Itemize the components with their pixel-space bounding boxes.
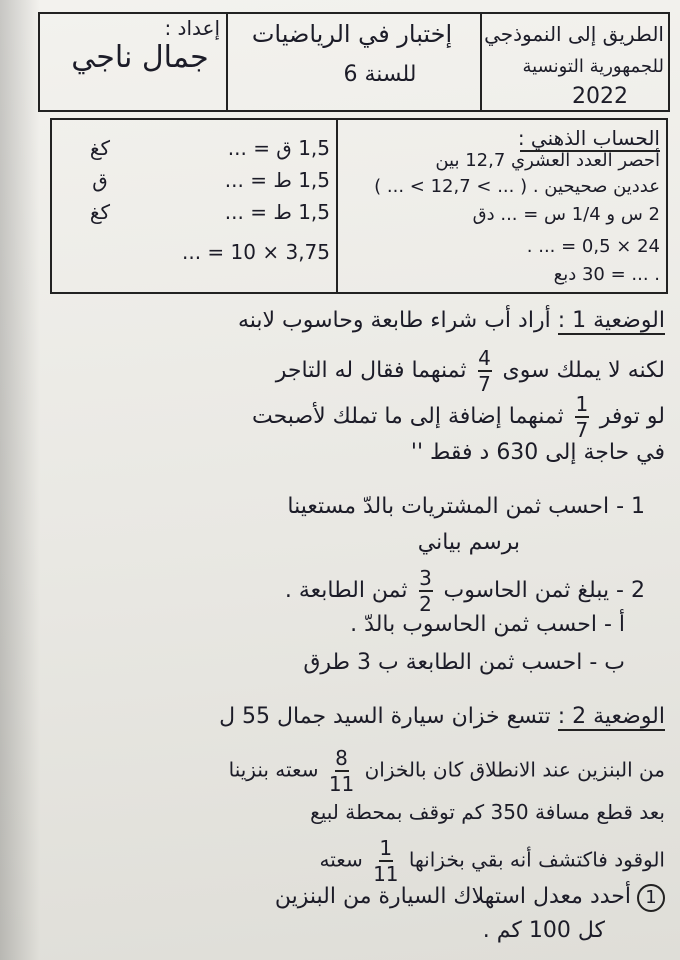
situation2-line-1: الوضعية 2 : تتسع خزان سيارة السيد جمال 55 ل [219,704,665,729]
fraction-3-2: $\frac{3}{2}$ [419,566,432,616]
conversion-unit-3: كغ [89,200,111,224]
question-2: 2 - يبلغ ثمن الحاسوب $\frac{3}{2}$ ثمن الطابعة . [284,566,645,616]
author-name: جمال ناجي [71,40,209,75]
conversion-unit-1: كغ [89,136,111,160]
conversion-1: 1,5 ق = ... [227,136,330,160]
series-subtitle: للجمهورية التونسية [522,56,664,77]
mental-line-1: أحصر العدد العشري 12,7 بين [435,150,660,171]
question-1-cont: برسم بياني [417,530,520,555]
situation1-line-1: الوضعية 1 : أراد أب شراء طابعة وحاسوب لابنه [237,308,665,333]
situation1-label: الوضعية 1 : [557,308,665,333]
situation1-line-4: في حاجة إلى 630 د فقط '' [410,440,665,465]
grade-label: للسنة 6 [343,62,417,87]
question-2b: ب - احسب ثمن الطابعة ب 3 طرق [303,650,625,675]
conversion-3: 1,5 ط = ... [224,200,330,224]
question-2a: أ - احسب ثمن الحاسوب بالدّ . [350,612,625,637]
fraction-1-7: $\frac{1}{7}$ [575,392,589,442]
situation2-line-4: الوقود فاكتشف أنه بقي بخزانها $\frac{1}{11}$ سعته [319,836,665,886]
fraction-1-11: $\frac{1}{11}$ [373,836,399,886]
question-1: 1 - احسب ثمن المشتريات بالدّ مستعينا [287,494,645,519]
situation2-line-2: من البنزين عند الانطلاق كان بالخزان $\frac{8}{11}$ سعته بنزينا [228,746,665,796]
exam-title: إختبار في الرياضيات [251,20,453,48]
mental-line-2: عددين صحيحين . ( ... > 12,7 > ... ) [374,176,660,197]
situation2-line-3: بعد قطع مسافة 350 كم توقف بمحطة لبيع [310,800,665,824]
year: 2022 [572,84,628,109]
mental-line-3: 2 س و 1/4 س = ... دق [472,204,660,225]
question-number-circle: 1 [637,884,665,912]
mental-line-4: . ... = 0,5 × 24 [526,236,660,257]
situation1-line-2: لكنه لا يملك سوى $\frac{4}{7}$ ثمنهما فقال له التاجر [275,346,665,396]
fraction-4-7: $\frac{4}{7}$ [478,346,491,396]
fraction-8-11: $\frac{8}{11}$ [328,746,355,796]
situation2-question-1-cont: كل 100 كم . [482,918,605,943]
conversion-unit-2: ق [92,168,108,192]
conversion-4: ... = 10 × 3,75 [182,240,330,264]
situation2-question-1: 1أحدد معدل استهلاك السيارة من البنزين [20,884,665,912]
situation2-label: الوضعية 2 : [557,704,665,729]
author-label: إعداد : [164,16,220,40]
conversion-2: 1,5 ط = ... [224,168,330,192]
series-title: الطريق إلى النموذجي [484,22,664,46]
situation1-line-3: لو توفر $\frac{1}{7}$ ثمنهما إضافة إلى ما تملك لأصبحت [252,392,665,442]
mental-math-title: الحساب الذهني : [517,126,660,150]
mental-line-5: . ... = 30 دبع [553,264,660,285]
